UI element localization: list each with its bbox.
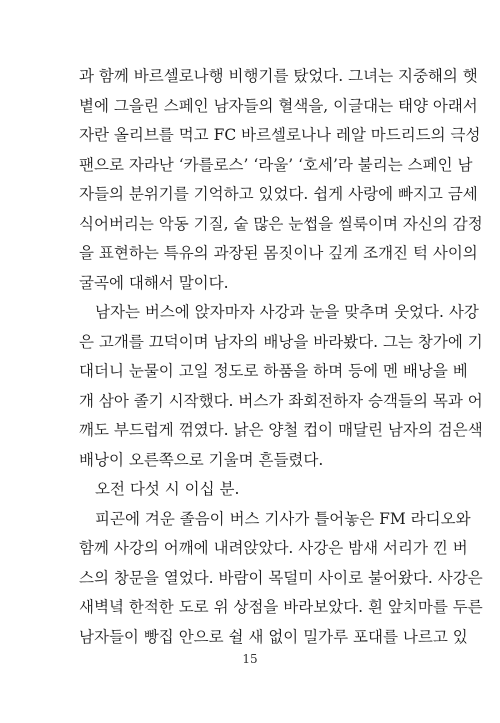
text-line: 피곤에 겨운 졸음이 버스 기사가 틀어놓은 FM 라디오와 [95,509,471,528]
text-line: 배낭이 오른쪽으로 기울며 흔들렸다. [79,450,324,469]
text-line: 새벽녘 한적한 도로 위 상점을 바라보았다. 흰 앞치마를 두른 [79,598,483,616]
text-line: 을 표현하는 특유의 과장된 몸짓이나 깊게 조개진 턱 사이의 [79,244,478,262]
text-line: 팬으로 자라난 ‘카를로스’ ‘라울’ ‘호세’라 불리는 스페인 남 [79,155,473,174]
text-line: 식어버리는 악동 기질, 숱 많은 눈썹을 씰룩이며 자신의 감정 [79,214,483,233]
text-line: 남자들이 빵집 안으로 쉴 새 없이 밀가루 포대를 나르고 있 [79,627,468,646]
text-line: 자란 올리브를 먹고 FC 바르셀로나나 레알 마드리드의 극성 [79,126,481,144]
text-line: 과 함께 바르셀로나행 비행기를 탔었다. 그녀는 지중해의 햇 [79,67,478,85]
text-line: 볕에 그을린 스페인 남자들의 혈색을, 이글대는 태양 아래서 [79,96,478,115]
text-line: 자들의 분위기를 기억하고 있었다. 쉽게 사랑에 빠지고 금세 [79,185,478,203]
page-number: 15 [242,652,258,666]
text-line: 남자는 버스에 앉자마자 사강과 눈을 맞추며 웃었다. 사강 [95,303,479,321]
text-line: 은 고개를 끄덕이며 남자의 배낭을 바라봤다. 그는 창가에 기 [79,332,483,351]
body-text [79,62,483,652]
text-line: 깨도 부드럽게 꺾였다. 낡은 양철 컵이 매달린 남자의 검은색 [79,421,483,439]
text-line: 스의 창문을 열었다. 바람이 목덜미 사이로 불어왔다. 사강은 [79,568,483,587]
text-line: 함께 사강의 어깨에 내려앉았다. 사강은 밤새 서리가 낀 버 [79,539,468,557]
text-line: 개 삼아 졸기 시작했다. 버스가 좌회전하자 승객들의 목과 어 [79,391,483,410]
text-line: 오전 다섯 시 이십 분. [95,480,240,498]
text-line: 굴곡에 대해서 말이다. [79,273,229,292]
text-line: 대더니 눈물이 고일 정도로 하품을 하며 등에 멘 배낭을 베 [79,362,468,380]
